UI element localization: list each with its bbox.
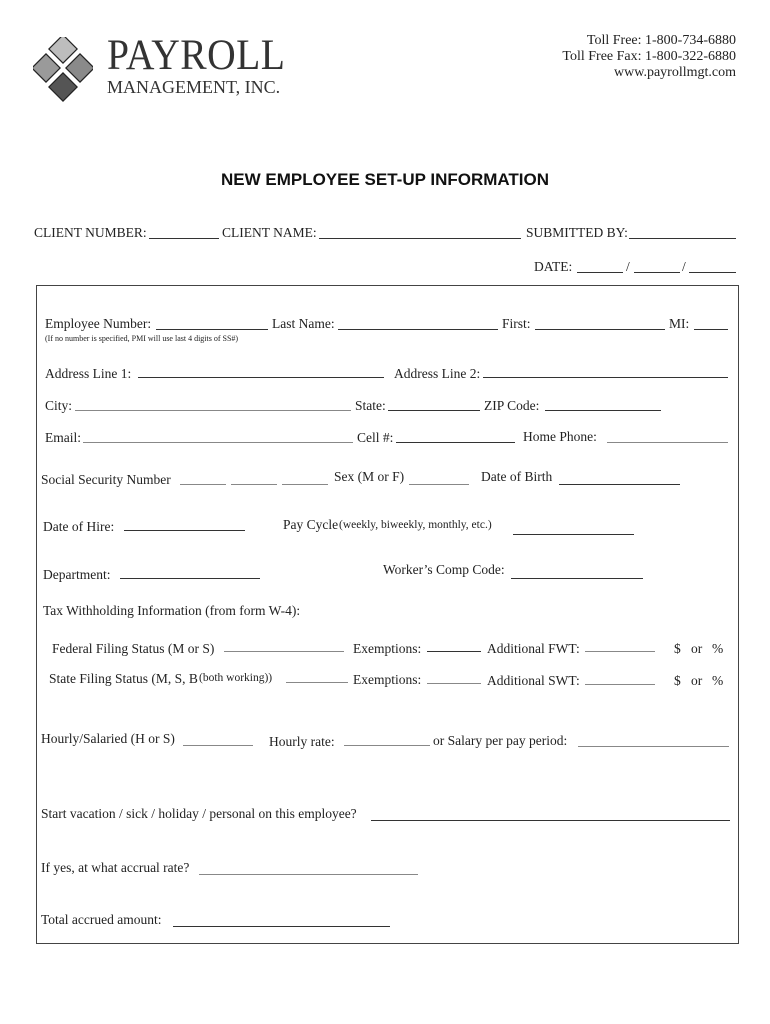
federal-filing-status-field[interactable] bbox=[224, 651, 344, 652]
zip-field[interactable] bbox=[545, 410, 661, 411]
workers-comp-label: Worker’s Comp Code: bbox=[383, 562, 505, 577]
home-phone-label: Home Phone: bbox=[523, 429, 597, 444]
date-day-field[interactable] bbox=[634, 272, 680, 273]
total-accrued-field[interactable] bbox=[173, 926, 390, 927]
fwt-or-text: or bbox=[691, 641, 703, 656]
ssn-part-3-field[interactable] bbox=[282, 484, 328, 485]
state-filing-status-field[interactable] bbox=[286, 682, 348, 683]
last-name-label: Last Name: bbox=[272, 316, 335, 331]
address-line-2-field[interactable] bbox=[483, 377, 728, 378]
logo-title: PAYROLL bbox=[107, 32, 286, 79]
ssn-label: Social Security Number bbox=[41, 472, 171, 487]
middle-initial-label: MI: bbox=[669, 316, 690, 331]
ssn-part-2-field[interactable] bbox=[231, 484, 277, 485]
state-label: State: bbox=[355, 398, 386, 413]
first-name-field[interactable] bbox=[535, 329, 665, 330]
toll-free-fax: Toll Free Fax: 1-800-322-6880 bbox=[562, 49, 736, 64]
website: www.payrollmgt.com bbox=[614, 65, 736, 80]
accrual-rate-label: If yes, at what accrual rate? bbox=[41, 860, 190, 875]
federal-exemptions-field[interactable] bbox=[427, 651, 481, 652]
hourly-salaried-field[interactable] bbox=[183, 745, 253, 746]
date-label: DATE: bbox=[534, 259, 573, 274]
state-filing-status-note: (both working)) bbox=[199, 672, 273, 684]
email-field[interactable] bbox=[83, 442, 353, 443]
ssn-part-1-field[interactable] bbox=[180, 484, 226, 485]
logo-subtitle: MANAGEMENT, INC. bbox=[107, 77, 281, 97]
sex-field[interactable] bbox=[409, 484, 469, 485]
date-of-hire-field[interactable] bbox=[124, 530, 245, 531]
pay-cycle-note: (weekly, biweekly, monthly, etc.) bbox=[339, 519, 492, 531]
additional-fwt-field[interactable] bbox=[585, 651, 655, 652]
city-label: City: bbox=[45, 398, 73, 413]
federal-filing-status-label: Federal Filing Status (M or S) bbox=[52, 641, 215, 656]
client-number-field[interactable] bbox=[149, 238, 219, 239]
date-separator-2: / bbox=[682, 259, 686, 274]
total-accrued-label: Total accrued amount: bbox=[41, 912, 162, 927]
pay-cycle-label: Pay Cycle bbox=[283, 517, 339, 532]
sex-label: Sex (M or F) bbox=[334, 469, 405, 484]
state-exemptions-field[interactable] bbox=[427, 683, 481, 684]
federal-exemptions-label: Exemptions: bbox=[353, 641, 422, 656]
client-name-label: CLIENT NAME: bbox=[222, 225, 317, 240]
accrual-rate-field[interactable] bbox=[199, 874, 418, 875]
form-title: NEW EMPLOYEE SET-UP INFORMATION bbox=[220, 170, 550, 189]
department-field[interactable] bbox=[120, 578, 260, 579]
hourly-rate-label: Hourly rate: bbox=[269, 734, 335, 749]
swt-or-text: or bbox=[691, 673, 703, 688]
pay-cycle-field[interactable] bbox=[513, 534, 634, 535]
state-filing-status-label: State Filing Status (M, S, B bbox=[49, 671, 198, 686]
employee-number-field[interactable] bbox=[156, 329, 268, 330]
home-phone-field[interactable] bbox=[607, 442, 728, 443]
state-exemptions-label: Exemptions: bbox=[353, 672, 422, 687]
swt-dollar-option[interactable]: $ bbox=[674, 673, 681, 688]
cell-label: Cell #: bbox=[357, 430, 394, 445]
address-line-1-field[interactable] bbox=[138, 377, 384, 378]
additional-swt-label: Additional SWT: bbox=[487, 673, 580, 688]
fwt-dollar-option[interactable]: $ bbox=[674, 641, 681, 656]
hourly-rate-field[interactable] bbox=[344, 745, 430, 746]
address-line-2-label: Address Line 2: bbox=[394, 366, 481, 381]
date-year-field[interactable] bbox=[689, 272, 736, 273]
salary-per-period-field[interactable] bbox=[578, 746, 729, 747]
tax-withholding-heading: Tax Withholding Information (from form W-4): bbox=[43, 603, 301, 618]
date-of-birth-field[interactable] bbox=[559, 484, 680, 485]
client-number-label: CLIENT NUMBER: bbox=[34, 225, 147, 240]
last-name-field[interactable] bbox=[338, 329, 498, 330]
cell-field[interactable] bbox=[396, 442, 515, 443]
zip-label: ZIP Code: bbox=[484, 398, 540, 413]
date-separator-1: / bbox=[626, 259, 630, 274]
additional-fwt-label: Additional FWT: bbox=[487, 641, 580, 656]
client-name-field[interactable] bbox=[319, 238, 521, 239]
middle-initial-field[interactable] bbox=[694, 329, 728, 330]
additional-swt-field[interactable] bbox=[585, 684, 655, 685]
first-name-label: First: bbox=[502, 316, 531, 331]
start-vacation-field[interactable] bbox=[371, 820, 730, 821]
submitted-by-field[interactable] bbox=[629, 238, 736, 239]
start-vacation-label: Start vacation / sick / holiday / personal on this employee? bbox=[41, 806, 357, 821]
email-label: Email: bbox=[45, 430, 81, 445]
date-of-hire-label: Date of Hire: bbox=[43, 519, 115, 534]
address-line-1-label: Address Line 1: bbox=[45, 366, 132, 381]
city-field[interactable] bbox=[75, 410, 351, 411]
department-label: Department: bbox=[43, 567, 111, 582]
date-month-field[interactable] bbox=[577, 272, 623, 273]
toll-free-number: Toll Free: 1-800-734-6880 bbox=[586, 33, 736, 48]
salary-per-period-label: or Salary per pay period: bbox=[433, 733, 568, 748]
fwt-percent-option[interactable]: % bbox=[712, 641, 724, 656]
employee-number-note: (If no number is specified, PMI will use last 4 digits of SS#) bbox=[45, 334, 239, 343]
hourly-salaried-label: Hourly/Salaried (H or S) bbox=[41, 731, 175, 746]
employee-number-label: Employee Number: bbox=[45, 316, 152, 331]
date-of-birth-label: Date of Birth bbox=[481, 469, 553, 484]
state-field[interactable] bbox=[388, 410, 480, 411]
workers-comp-field[interactable] bbox=[511, 578, 643, 579]
company-logo-icon bbox=[33, 37, 93, 109]
swt-percent-option[interactable]: % bbox=[712, 673, 724, 688]
submitted-by-label: SUBMITTED BY: bbox=[526, 225, 628, 240]
